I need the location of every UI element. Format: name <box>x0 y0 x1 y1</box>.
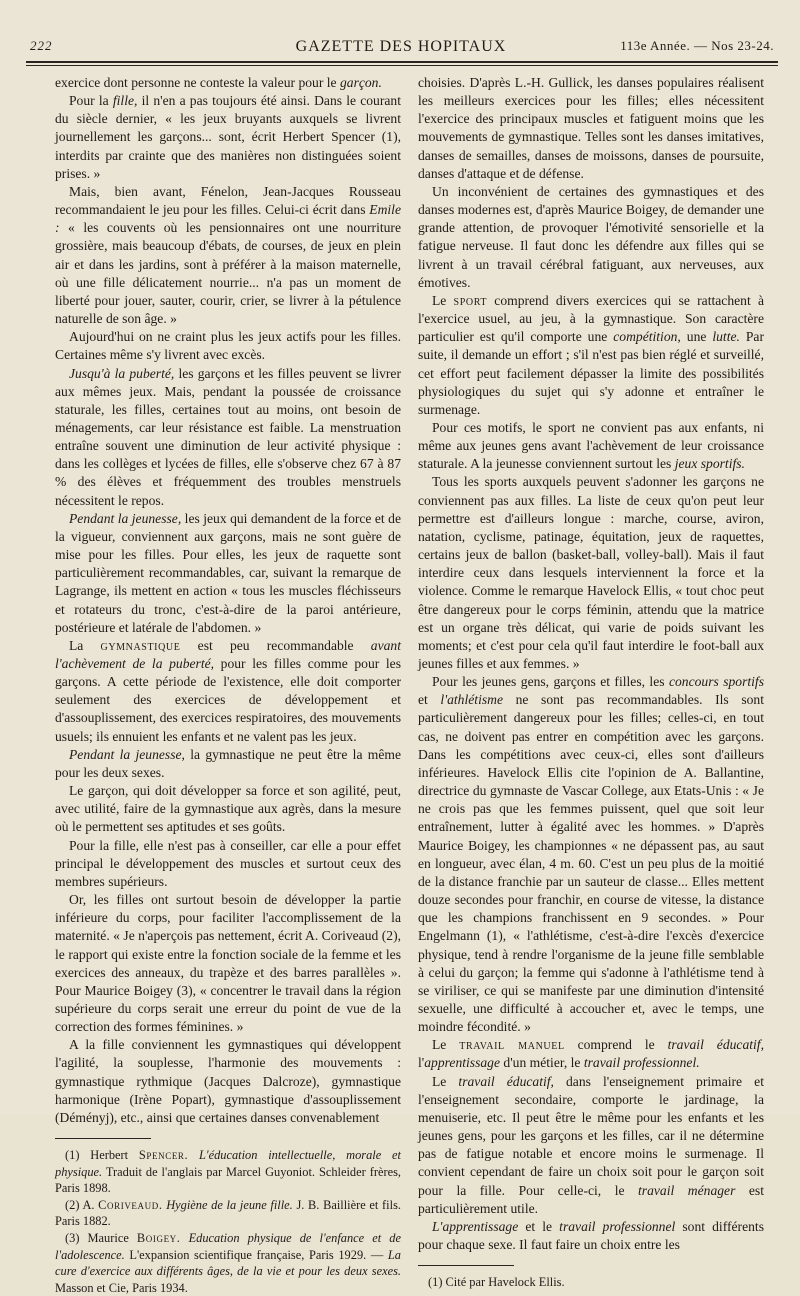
paragraph <box>418 292 764 419</box>
paragraph <box>418 74 764 183</box>
left-column-body <box>55 74 401 1127</box>
text-run: Pour les jeunes gens, garçons et filles, les <box>432 674 669 690</box>
text-run: les garçons et les filles peuvent se livrer aux mêmes jeux. Mais, pendant la poussée de croissance staturale, les filles, certaines tout au moins, ont besoin de ménagements, car leur résistance est faible. La menstruation entraîne souvent une diminution de leur activité physique : dans les collèges et lycées de filles, elle s'observe chez 67 à 87 % des élèves et fréquemment des troubles menstruels nécessitent le repos. <box>55 365 401 508</box>
text-run: J. B. Baillière et fils. Paris 1882. <box>55 1197 401 1229</box>
text-run: et <box>418 692 441 708</box>
text-run: exercice dont personne ne conteste la valeur pour le <box>55 75 340 90</box>
text-run: La <box>69 637 101 653</box>
left-column <box>55 74 401 1296</box>
paragraph <box>55 891 401 1036</box>
paragraph <box>55 92 401 183</box>
text-run: Pour la fille, elle n'est pas à conseiller, car elle a pour effet principal le développement des muscles et surtout ceux des membres supérieurs. <box>55 837 401 889</box>
paragraph <box>55 782 401 836</box>
right-column-body <box>418 74 764 1254</box>
text-run: comprend divers exercices qui se rattachent à l'exercice usuel, au jeu, à la gymnastique. Son caractère particulier est qu'il comporte une <box>418 292 764 345</box>
text-run: Le <box>432 1073 459 1089</box>
text-run: La cure d'exercice aux différents âges, de la vie et pour les deux sexes. <box>55 1247 401 1279</box>
paragraph <box>55 328 401 364</box>
text-run: Le garçon, qui doit développer sa force et son agilité, peut, avec utilité, faire de la gymnastique aux agrès, dans la mesure où le permettent ses aptitudes et ses goûts. <box>55 783 401 835</box>
text-run: travail professionnel <box>559 1218 676 1234</box>
paragraph <box>55 1036 401 1127</box>
text-run <box>188 1148 199 1162</box>
text-run: Boigey. <box>136 1231 181 1246</box>
paragraph <box>55 365 401 510</box>
text-run: Jusqu'à la puberté, <box>69 365 175 381</box>
text-run: (1) Herbert <box>65 1148 139 1163</box>
text-run: L'éducation intellectuelle, morale et physique. <box>55 1148 401 1179</box>
text-run: Emile : <box>55 202 401 236</box>
paragraph <box>418 673 764 1036</box>
text-run: comprend le <box>564 1037 668 1053</box>
paragraph <box>55 183 401 328</box>
text-run: Pour ces motifs, le sport ne convient pas aux enfants, ni même aux jeunes gens avant l'achèvement de leur croissance staturale. A la jeunesse conviennent surtout les <box>418 419 764 472</box>
text-run: L'apprentissage <box>432 1218 519 1234</box>
text-run: L'expansion scientifique française, Paris 1929. — <box>124 1247 388 1262</box>
text-run: Or, les filles ont surtout besoin de développer la partie inférieure du corps, pour faciliter l'accomplissement de la maternité. « Je n'aperçois pas nettement, écrit A. Coriveaud (2), le rapport qui existe entre la fonction sociale de la femme et les exercices des anneaux, du trapèze et des barres parallèles ». Pour Maurice Boigey (3), « concentrer le travail dans la région supérieure du corps serait une erreur du point de vue de la correction des formes féminines. » <box>55 892 401 1035</box>
paragraph <box>55 746 401 782</box>
text-run: Hygiène de la jeune fille. <box>166 1197 293 1212</box>
left-footnotes <box>55 1147 401 1296</box>
page-number: 222 <box>30 38 53 53</box>
text-run: d'un métier, le <box>500 1055 584 1071</box>
text-run: travail ménager <box>638 1182 736 1198</box>
issue-label: 113e Année. — Nos 23-24. <box>620 38 774 53</box>
text-run: Par suite, il demande un effort ; s'il n'est pas bien réglé et surveillé, cet effort peut facilement dépasser la limite des possibilités physiologiques du sujet qui s'y adonne et entraîner le surmenage. <box>418 329 764 417</box>
paragraph <box>55 837 401 891</box>
text-run: A la fille conviennent les gymnastiques qui développent l'agilité, la souplesse, l'harmonie des mouvements : gymnastique rythmique (Jacques Dalcroze), gymnastique harmonique (Irène Popart), gymnastique d'assouplissement (Déményj), etc., ainsi que certaines danses convenablement <box>55 1037 401 1125</box>
text-run: (3) Maurice <box>65 1231 137 1246</box>
paragraph <box>418 1073 764 1218</box>
text-run: « les couvents où les pensionnaires ont une nourriture grossière, mais beaucoup d'ébats, de courses, de jeux en plein air et dans les jardins, sont à préférer à la maison maternelle, où une fille délicatement nourrie... n'a pas un moment de liberté pour jouer, sauter, courir, crier, se livrer à la pétulence naturelle de son âge. » <box>55 220 401 327</box>
text-run: choisies. D'après L.-H. Gullick, les danses populaires réalisent les meilleurs exercices pour les filles; elles nécessitent l'exercice des principaux muscles et fatiguent moins que les mouvements de gymnastique. Telles sont les danses imitatives, danses de semailles, danses de moissons, danses de poursuite, danses d'attaque et de défense. <box>418 75 764 181</box>
text-run: concours sportifs <box>668 674 765 690</box>
paragraph <box>55 74 401 92</box>
footnote <box>55 1197 401 1230</box>
text-run: il n'en a pas toujours été ainsi. Dans le courant du siècle dernier, « les jeux bruyants auxquels se livrent journellement les garçons... sont, écrit Herbert Spencer (1), interdits par crainte que des manières non distinguées soient prises. » <box>55 93 401 181</box>
right-column <box>418 74 764 1291</box>
journal-title: GAZETTE DES HOPITAUX <box>295 38 507 55</box>
text-run: est peu recommandable <box>180 637 371 653</box>
text-run: Traduit de l'anglais par Marcel Guyoniot. Schleider frères, Paris 1898. <box>55 1164 401 1196</box>
text-run: Tous les sports auxquels peuvent s'adonner les garçons ne conviennent pas aux filles. La liste de ceux qu'on peut leur permettre est d'ailleurs longue : marche, course, aviron, natation, cyclisme, patinage, équitation, jeux de raquettes, certains jeux de ballon (basket-ball, volley-ball). Mais il faut interdire ceux dans lesquels interviennent la force et la violence. Comme le remarque Havelock Ellis, « tout choc peut être dangereux pour le corps féminin, attendu que la matrice est un organe très délicat, qui varie de poids suivant les moments; et c'est pour cela qu'il faut interdire le foot-ball aux jeunes filles et aux femmes. » <box>418 474 764 671</box>
text-run: Le <box>432 292 454 308</box>
text-run: ne sont pas recommandables. Ils sont particulièrement dangereux pour les filles; celles-ci, en tout cas, ne doivent pas entrer en compétition avec les garçons. Dans les compétitions avec ceux-ci, elles sont d'ailleurs inférieures. Havelock Ellis cite l'opinion de A. Ballantine, directrice du gymnaste de Vascar College, aux Etats-Unis : « Je ne crois pas que les femmes puissent, quel que soit leur entraînement, lutter à égalité avec les hommes. » D'après Maurice Boigey, les championnes « ne dépassent pas, au saut en longueur, avec élan, 4 m. 60. C'est un peu plus de la moitié de la distance franchie par un sauteur de classe... Elles mettent douze secondes pour franchir, en course de vitesse, la distance que les champions franchissent en 9 secondes. » Pour Engelmann (1), « l'athlétisme, c'est-à-dire l'excès d'exercice physique, tend à rendre l'organisme de la jeune fille semblable à celui du garçon; la femme qui s'adonne à l'athlétisme tend à se viriliser, ce qui se manifeste par une diminution d'intensité sexuelle, une difficulté à accoucher et, avec le temps, une moindre fécondité. » <box>418 692 764 1035</box>
text-run: Education physique de l'enfance et de l'adolescence. <box>55 1231 401 1262</box>
text-run: Masson et Cie, Paris 1934. <box>55 1280 188 1295</box>
running-header <box>26 38 776 62</box>
text-run: Un inconvénient de certaines des gymnastiques et des danses modernes est, d'après Maurice Boigey, de demander une grande attention, de provoquer l'émotivité sensorielle et la fatigue nerveuse. Il faut donc les défendre aux filles qui se livrent à un travail cérébral fatiguant, aux nerveuses, aux émotives. <box>418 183 764 290</box>
text-run: l'athlétisme <box>440 692 503 708</box>
text-run: Pour la <box>69 93 113 109</box>
text-run: Spencer. <box>138 1148 189 1163</box>
header-rule-thin <box>26 65 778 66</box>
text-run: les jeux qui demandent de la force et de la vigueur, conviennent aux garçons, mais ne sont guère de mise pour les filles. Pour elles, les jeux de raquette sont particulièrement recommandables, car, suivant la remarque de Lagrange, ils mettent en action « tous les muscles fléchisseurs et rotateurs du tronc, c'est-à-dire de la paroi antérieure, postérieure et latérale de l'abdomen. » <box>55 510 401 635</box>
text-run: Aujourd'hui on ne craint plus les jeux actifs pour les filles. Certaines même s'y livrent avec excès. <box>55 329 401 363</box>
paragraph <box>418 473 764 673</box>
text-run: avant l'achèvement de la puberté, <box>55 637 401 671</box>
text-run: travail éducatif, <box>667 1037 764 1053</box>
text-run: compétition, <box>613 329 681 345</box>
header-rule-thick <box>26 61 778 63</box>
text-run: l' <box>418 1055 425 1071</box>
text-run: est particulièrement utile. <box>418 1182 764 1216</box>
paragraph <box>418 1218 764 1254</box>
text-run: apprentissage <box>424 1055 501 1071</box>
footnote <box>55 1147 401 1197</box>
text-run: travail éducatif, <box>458 1073 554 1089</box>
text-run: jeux sportifs. <box>674 456 745 472</box>
text-run: travail manuel <box>459 1037 565 1053</box>
text-run: et le <box>518 1218 560 1234</box>
text-run: la gymnastique ne peut être la même pour les deux sexes. <box>55 746 402 780</box>
footnote <box>418 1274 764 1291</box>
text-run: Pendant la jeunesse, <box>69 510 182 526</box>
text-run: Mais, bien avant, Fénelon, Jean-Jacques Rousseau recommandaient le jeu pour les filles. Celui-ci écrit dans <box>55 183 401 218</box>
text-run: fille, <box>112 93 138 109</box>
text-run: Pendant la jeunesse, <box>69 746 185 762</box>
text-run: (2) A. <box>65 1197 99 1212</box>
text-run: sont différents pour chaque sexe. Il faut faire un choix entre les <box>418 1218 764 1252</box>
footnote-rule <box>55 1138 151 1139</box>
text-run: travail professionnel. <box>583 1055 700 1071</box>
text-run: sport <box>453 292 488 308</box>
paragraph <box>418 1036 764 1072</box>
paragraph <box>55 510 401 637</box>
paragraph <box>418 183 764 292</box>
text-run: dans l'enseignement primaire et l'enseignement secondaire, comporte le jardinage, la menuiserie, etc. Il peut être le même pour les enfants et les jeunes gens, pour les garçons et les filles, car il ne détermine pas de fatigue notable et encore moins le surmenage. Il convient cependant de faire un choix soit pour le garçon soit pour la fille. Pour celle-ci, le <box>418 1073 764 1198</box>
text-run <box>180 1231 188 1245</box>
paragraph <box>55 637 401 746</box>
paragraph <box>418 419 764 473</box>
text-run: (1) Cité par Havelock Ellis. <box>428 1275 565 1290</box>
footnote-rule <box>418 1265 514 1266</box>
text-run: Le <box>432 1037 460 1053</box>
text-run: gymnastique <box>100 637 181 653</box>
text-run: pour les filles comme pour les garçons. A cette période de l'existence, elle doit comporter seulement des exercices de développement et d'assouplissement, des exercices respiratoires, des mouvements usuels; ils ennuient les enfants et ne valent pas les jeux. <box>55 656 401 744</box>
text-run: lutte. <box>712 329 740 345</box>
footnote <box>55 1230 401 1296</box>
text-run: Coriveaud. <box>98 1197 163 1212</box>
text-run: garçon. <box>339 75 382 90</box>
right-footnotes <box>418 1274 764 1291</box>
text-run: une <box>680 329 713 345</box>
